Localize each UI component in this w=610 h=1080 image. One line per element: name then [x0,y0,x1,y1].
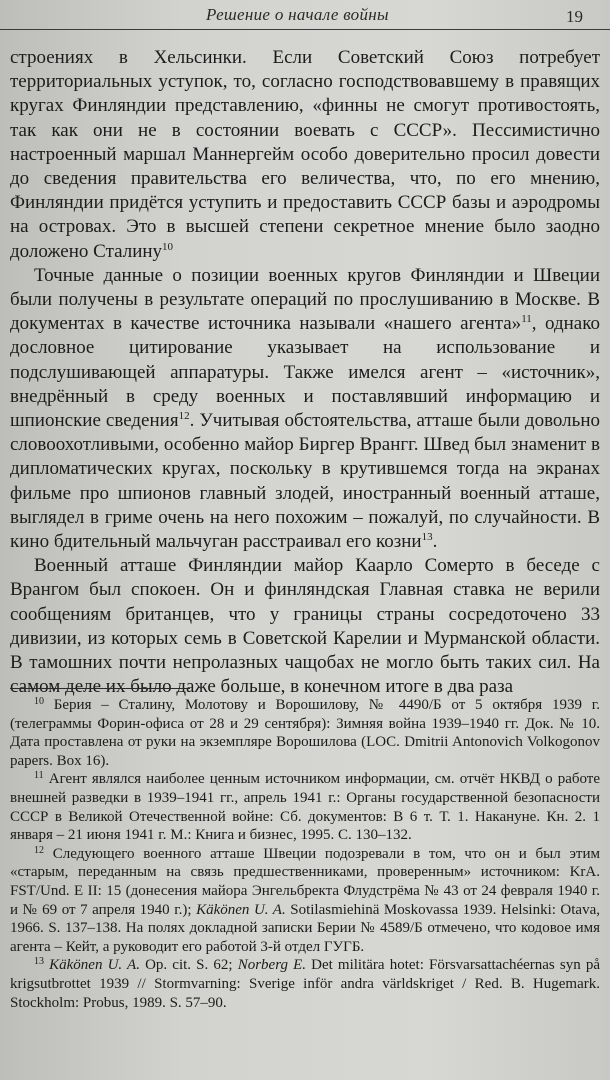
text-run: Агент являлся наиболее ценным источником информации, см. отчёт НКВД о работе внешней разведки в 1939–1941 гг., апрель 1941 г.: Органы государственной безопасности СССР в Великой Отечественной войне: Сб. документов: В 6 т. Т. 1. Накануне. Кн. 2. 1 января – 21 июня 1941 г. М.: Книга и бизнес, 1995. С. 130–132. [10,771,600,844]
body-paragraph [10,46,600,264]
main-text [10,46,600,699]
text-run: Следующего военного атташе Швеции подозревали в том, что он и был этим «старым, переданным на связь предшественниками, проверенным» источником: KrA. FST/Und. E II: 15 (донесения майора Энгельбректа Флудстрёма № 43 от 24 февраля 1940 г. и № 69 от 7 апреля 1940 г.); [10,845,600,918]
text-run: , однако дословное цитирование указывает на использование и подслушивающей аппаратуры. Также имелся агент – «источник», внедрённый в среду военных и поставлявший информацию и шпионские сведения [10,313,600,432]
note-ref-number: 11 [521,313,532,326]
note-ref-number: 10 [162,240,174,253]
running-header [0,3,610,30]
body-paragraph [10,554,600,699]
page-number: 19 [566,7,583,26]
running-title: Решение о начале войны [206,5,389,24]
text-run: Det militära hotet: Försvarsattachéernas syn på krigsutbrottet 1939 // Stormvarning: Sverige inför andra världskriget / Red. B. Hugemark. Stockholm: Probus, 1989. S. 57–90. [10,957,601,1011]
note-ref-number: 10 [34,696,44,707]
footnote [10,956,600,1012]
text-run: Военный атташе Финляндии майор Каарло Сомерто в беседе с Врангом был спокоен. Он и финляндская Главная ставка не верили сообщениям британцев, что у границы страны сосредоточено 33 дивизии, из которых семь в Советской Карелии и Мурманской области. В тамошних почти непролазных чащобах не могло быть таких сил. На самом деле их было даже больше, в конечном итоге в два раза [10,555,600,698]
body-paragraph [10,264,600,554]
footnotes [10,696,600,1012]
text-run: Точные данные о позиции военных кругов Финляндии и Швеции были получены в результате операций по прослушиванию в Москве. В документах в качестве источника называли «нашего агента» [10,264,600,335]
note-ref-number: 12 [34,844,44,856]
note-ref-number: 11 [34,770,44,782]
text-run: . [432,531,438,553]
note-ref-number: 13 [421,531,433,544]
text-run: . Учитывая обстоятельства, атташе были довольно словоохотливыми, особенно майор Биргер Врангг. Швед был знаменит в дипломатических кругах, поскольку в крутившемся тогда на экранах фильме про шпионов главный злодей, иностранный военный атташе, выглядел в гриме очень на него похожим – пожалуй, по случайности. В кино бдительный мальчуган расстраивал его козни [10,410,600,553]
text-run: строениях в Хельсинки. Если Советский Союз потребует территориальных уступок, то, согласно господствовавшему в правящих кругах Финляндии представлению, «финны не смогут противостоять, так как они не в состоянии воевать с СССР». Пессимистично настроенный маршал Маннергейм особо доверительно просил довести до сведения правительства его величества, что, по его мнению, Финляндии придётся уступить и предоставить СССР базы и аэродромы на островах. Это в высшей степени секретное мнение было заодно доложено Сталину [10,47,600,262]
footnote [10,696,600,770]
footnote-divider [10,688,190,689]
text-run: Op. cit. S. 62; [139,957,238,974]
text-run: Берия – Сталину, Молотову и Ворошилову, № 4490/Б от 5 октября 1939 г. (телеграммы Форин-офиса от 28 и 29 сентября): Зимняя война 1939–1940 гг. Док. № 10. Дата проставлена от руки на экземпляре Ворошилова (LOC. Dmitrii Antonovich Volkogonov papers. Box 16). [10,697,600,769]
text-run: Käkönen U. A. [49,957,140,974]
text-run: Käkönen U. A. [196,901,286,918]
text-run: Norberg E. [237,957,307,974]
note-ref-number: 13 [34,956,44,968]
note-ref-number: 12 [178,410,190,423]
footnote [10,770,600,844]
footnote [10,845,600,957]
text-run: Sotilasmiehinä Moskovassa 1939. Helsinki: Otava, 1966. S. 137–138. На полях докладной записки Берии № 4589/Б отмечено, что кодовое имя агента – Кейт, а руководит его работой 3-й отдел ГУГБ. [10,901,600,955]
